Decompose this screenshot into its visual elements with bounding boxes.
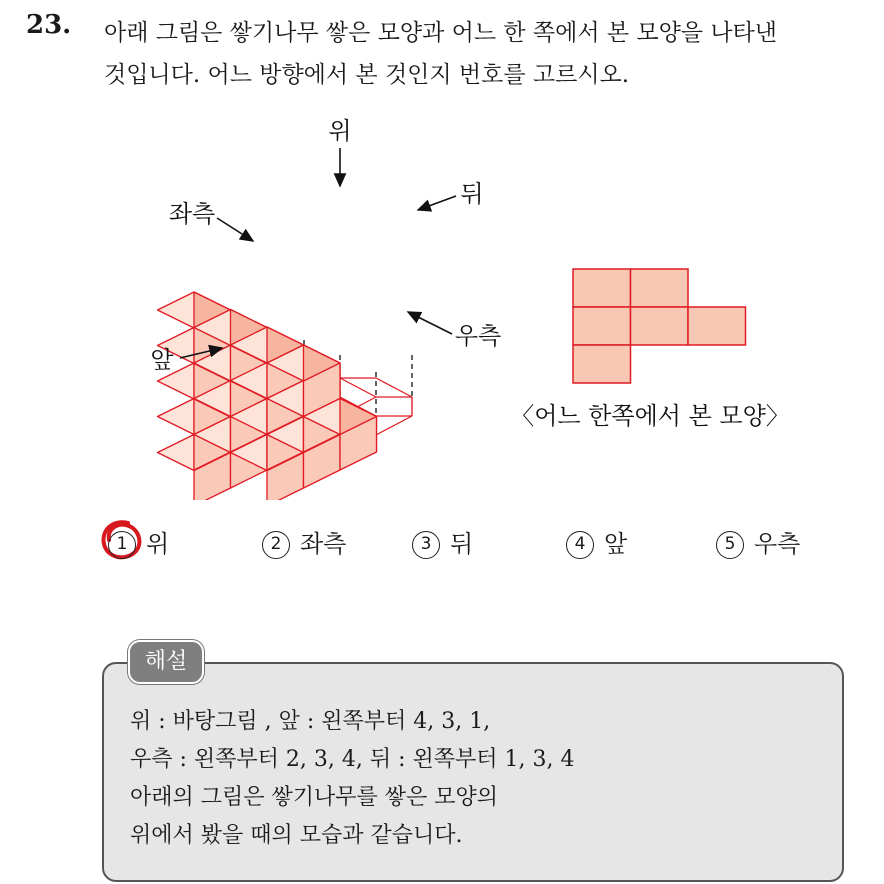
option-number: 1 xyxy=(108,531,136,559)
question-number: 23. xyxy=(26,10,72,40)
label-left-side: 좌측 xyxy=(168,200,216,228)
explanation-line-2: 우측 : 왼쪽부터 2, 3, 4, 뒤 : 왼쪽부터 1, 3, 4 xyxy=(130,747,575,772)
option-5[interactable] xyxy=(716,524,800,559)
side-view-shape xyxy=(573,269,746,383)
question-text-line-2: 것입니다. 어느 방향에서 본 것인지 번호를 고르시오. xyxy=(104,62,630,88)
explanation-line-1: 위 : 바탕그림 , 앞 : 왼쪽부터 4, 3, 1, xyxy=(130,709,491,734)
footprint-edge xyxy=(376,378,412,397)
option-label: 우측 xyxy=(754,530,801,558)
option-4[interactable] xyxy=(566,524,627,559)
option-3[interactable] xyxy=(412,524,473,559)
view-cell xyxy=(688,307,746,345)
explanation-tag: 해설 xyxy=(128,640,204,684)
label-front: 앞 xyxy=(150,346,174,374)
explanation-line-4: 위에서 봤을 때의 모습과 같습니다. xyxy=(130,823,463,848)
footprint-edge xyxy=(340,378,376,397)
view-cell xyxy=(631,269,689,307)
label-back: 뒤 xyxy=(460,180,484,208)
option-number: 3 xyxy=(412,531,440,559)
option-1[interactable] xyxy=(108,524,169,559)
option-number: 4 xyxy=(566,531,594,559)
view-cell xyxy=(573,269,631,307)
label-top: 위 xyxy=(328,117,352,145)
view-caption: 〈어느 한쪽에서 본 모양〉 xyxy=(510,402,790,430)
option-number: 2 xyxy=(262,531,290,559)
question-text-line-1: 아래 그림은 쌓기나무 쌓은 모양과 어느 한 쪽에서 본 모양을 나타낸 xyxy=(104,20,777,46)
view-cell xyxy=(573,307,631,345)
view-cell xyxy=(573,345,631,383)
option-label: 뒤 xyxy=(450,530,474,558)
option-2[interactable] xyxy=(262,524,346,559)
label-right-side: 우측 xyxy=(454,322,502,350)
stacked-cubes xyxy=(158,292,377,500)
option-label: 좌측 xyxy=(300,530,347,558)
option-label: 위 xyxy=(146,530,170,558)
option-label: 앞 xyxy=(604,530,628,558)
explanation-line-3: 아래의 그림은 쌓기나무를 쌓은 모양의 xyxy=(130,785,499,810)
option-number: 5 xyxy=(716,531,744,559)
footprint-edge xyxy=(376,416,412,435)
view-cell xyxy=(631,307,689,345)
